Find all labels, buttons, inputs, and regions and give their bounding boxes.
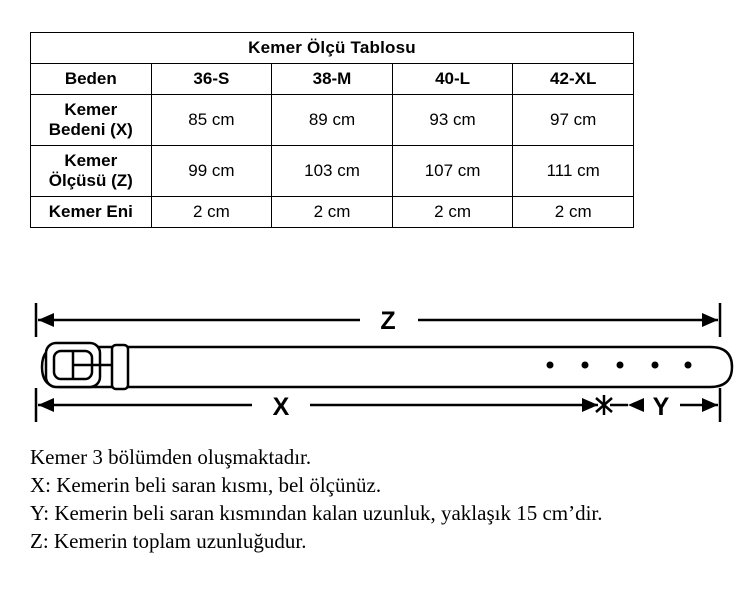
row-label-kemer-olcusu: Kemer Ölçüsü (Z): [31, 146, 152, 197]
z-arrow-left-icon: [38, 313, 54, 327]
xy-measure-line: [36, 388, 720, 422]
belt-body: [42, 347, 732, 387]
column-header-40l: 40-L: [392, 64, 513, 95]
x-arrow-left-icon: [38, 398, 54, 412]
table-row: [31, 197, 634, 228]
cell-kemer-olcusu-38m: 103 cm: [272, 146, 393, 197]
label-y: Y: [652, 393, 670, 421]
label-z: Z: [380, 307, 396, 335]
z-arrow-right-icon: [702, 313, 718, 327]
cell-kemer-bedeni-36s: 85 cm: [151, 95, 272, 146]
size-table: [30, 32, 634, 228]
note-line-3: Y: Kemerin beli saran kısmından kalan uzunluk, yaklaşık 15 cm’dir.: [30, 501, 603, 525]
belt-buckle: [46, 343, 128, 389]
cell-kemer-bedeni-38m: 89 cm: [272, 95, 393, 146]
column-header-42xl: 42-XL: [513, 64, 634, 95]
cell-kemer-eni-42xl: 2 cm: [513, 197, 634, 228]
table-title: Kemer Ölçü Tablosu: [31, 33, 634, 64]
table-row: [31, 95, 634, 146]
xy-divider-mark: [596, 395, 612, 415]
label-x: X: [272, 393, 290, 421]
cell-kemer-eni-36s: 2 cm: [151, 197, 272, 228]
cell-kemer-bedeni-40l: 93 cm: [392, 95, 513, 146]
row-label-kemer-eni: Kemer Eni: [31, 197, 152, 228]
row-label-kemer-bedeni: Kemer Bedeni (X): [31, 95, 152, 146]
column-header-38m: 38-M: [272, 64, 393, 95]
cell-kemer-olcusu-42xl: 111 cm: [513, 146, 634, 197]
cell-kemer-bedeni-42xl: 97 cm: [513, 95, 634, 146]
notes-block: [30, 443, 730, 555]
table-header-row: [31, 64, 634, 95]
y-arrow-right-icon: [702, 398, 718, 412]
cell-kemer-olcusu-36s: 99 cm: [151, 146, 272, 197]
cell-kemer-olcusu-40l: 107 cm: [392, 146, 513, 197]
note-line-2: X: Kemerin beli saran kısmı, bel ölçünüz.: [30, 473, 382, 497]
table-row: [31, 146, 634, 197]
x-arrow-right-icon: [582, 398, 598, 412]
z-measure-line: [36, 303, 720, 337]
note-line-4: Z: Kemerin toplam uzunluğudur.: [30, 529, 307, 553]
size-table-container: [30, 32, 634, 228]
cell-kemer-eni-40l: 2 cm: [392, 197, 513, 228]
column-header-36s: 36-S: [151, 64, 272, 95]
belt-diagram: [20, 295, 736, 430]
table-title-row: [31, 33, 634, 64]
cell-kemer-eni-38m: 2 cm: [272, 197, 393, 228]
note-line-1: Kemer 3 bölümden oluşmaktadır.: [30, 445, 312, 469]
y-arrow-left-icon: [628, 398, 644, 412]
column-header-beden: Beden: [31, 64, 152, 95]
